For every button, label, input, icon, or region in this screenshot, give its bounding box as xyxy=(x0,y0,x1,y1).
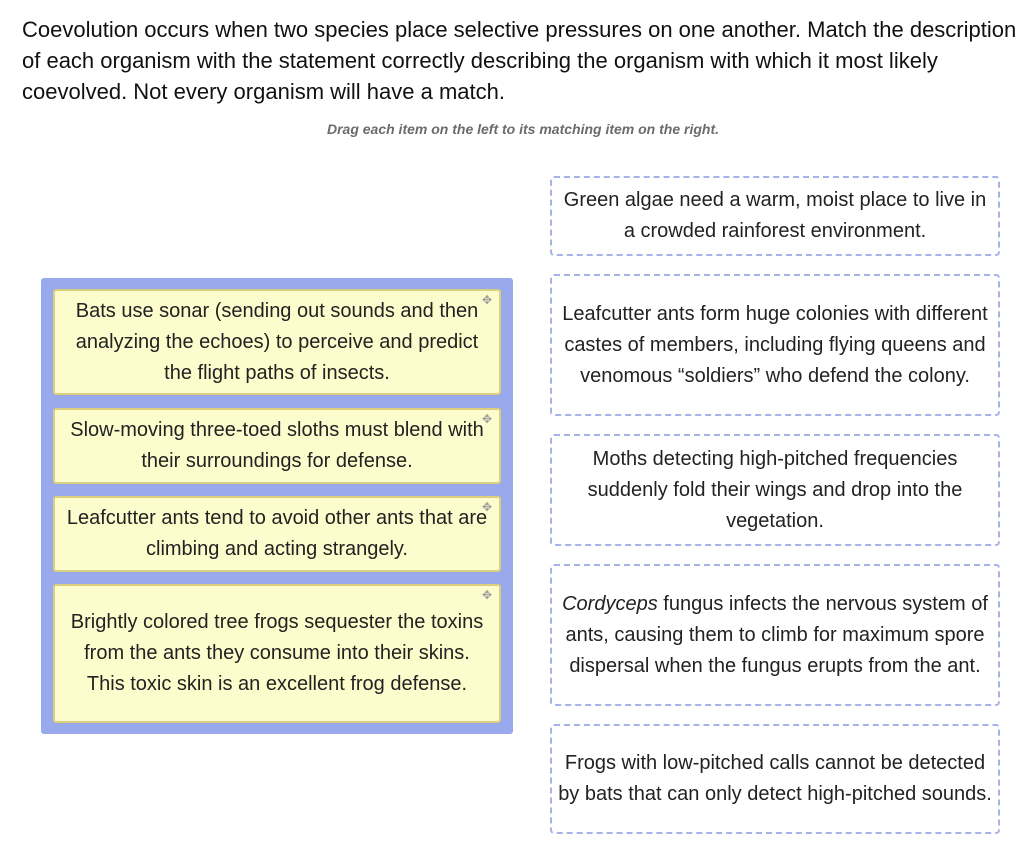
species-name-italic: Cordyceps xyxy=(562,592,658,615)
drop-target-green-algae[interactable] xyxy=(550,176,1000,256)
drag-source-panel xyxy=(41,278,513,734)
drop-target-label-rest: fungus infects the nervous system of ants, causing them to climb for maximum spore dispersal when the fungus erupts from the ant. xyxy=(565,592,988,677)
drag-item-sloths[interactable] xyxy=(53,408,501,484)
drop-target-label: Leafcutter ants form huge colonies with different castes of members, including flying queens and venomous “soldiers” who defend the colony. xyxy=(562,302,988,387)
move-icon: ✥ xyxy=(481,588,492,602)
drop-target-low-pitched-frogs[interactable] xyxy=(550,724,1000,834)
move-icon: ✥ xyxy=(481,500,492,514)
drop-target-moths[interactable] xyxy=(550,434,1000,546)
drag-item-leafcutter-ants[interactable] xyxy=(53,496,501,572)
drag-item-bats[interactable] xyxy=(53,289,501,395)
drop-target-label: Green algae need a warm, moist place to live in a crowded rainforest environment. xyxy=(563,189,987,242)
drag-instruction: Drag each item on the left to its matching item on the right. xyxy=(326,121,720,137)
drop-target-label: Frogs with low-pitched calls cannot be detected by bats that can only detect high-pitched sounds. xyxy=(558,752,992,805)
drop-target-label: Moths detecting high-pitched frequencies suddenly fold their wings and drop into the vegetation. xyxy=(587,447,963,532)
question-text: Coevolution occurs when two species place selective pressures on one another. Match the description of each organism with the statement correctly describing the organism with which it most likely coevolved. Not every organism will have a match. xyxy=(22,17,1017,104)
drop-target-cordyceps[interactable] xyxy=(550,564,1000,706)
drag-item-label: Leafcutter ants tend to avoid other ants that are climbing and acting strangely. xyxy=(66,507,488,560)
move-icon: ✥ xyxy=(481,293,492,307)
drop-target-leafcutter-colonies[interactable] xyxy=(550,274,1000,416)
drag-item-label: Brightly colored tree frogs sequester the toxins from the ants they consume into their skins. This toxic skin is an excellent frog defense. xyxy=(70,611,484,695)
move-icon: ✥ xyxy=(481,412,492,426)
drag-item-label: Slow-moving three-toed sloths must blend with their surroundings for defense. xyxy=(70,419,484,472)
drop-target-label xyxy=(558,589,992,682)
drag-item-tree-frogs[interactable] xyxy=(53,584,501,723)
drag-item-label: Bats use sonar (sending out sounds and then analyzing the echoes) to perceive and predict the flight paths of insects. xyxy=(75,299,479,384)
